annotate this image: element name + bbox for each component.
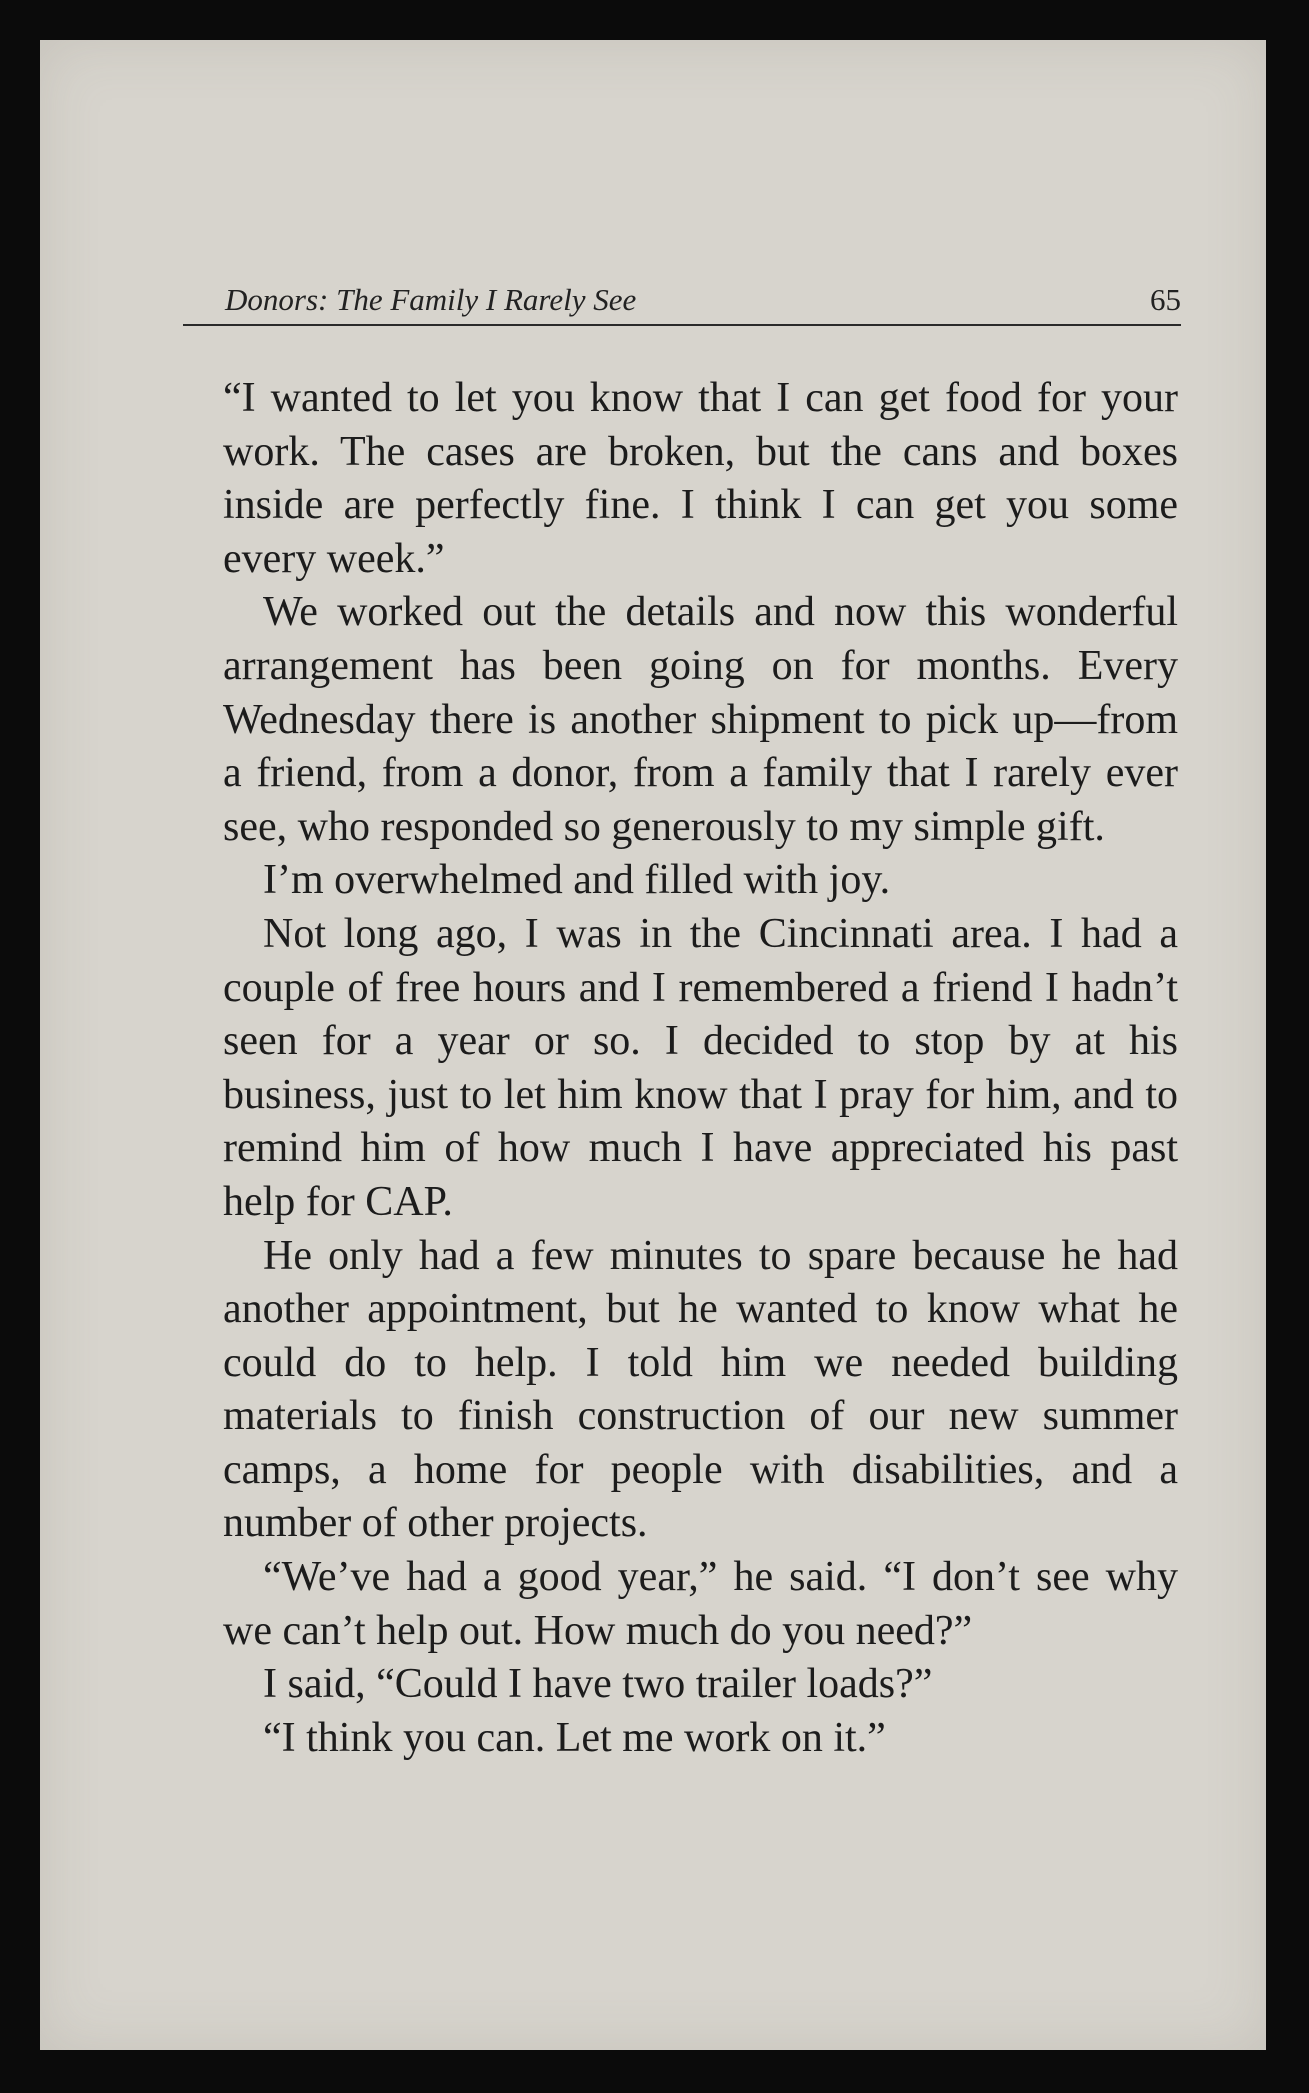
- book-page: [40, 40, 1266, 2050]
- page-header: [183, 258, 1181, 326]
- paragraph-quote-food: “I wanted to let you know that I can get food for your work. The cases are broken, but the cans and boxes inside are perfectly fine. I think I can get you some every week.”: [223, 375, 1178, 582]
- paragraph-help: He only had a few minutes to spare because he had another appointment, but he wanted to know what he could do to help. I told him we needed building materials to finish construction of our new summer camps, a home for people with disabilities, and a number of other projects.: [223, 1232, 1178, 1547]
- paragraph-cincinnati: Not long ago, I was in the Cincinnati area. I had a couple of free hours and I remembered a friend I hadn’t seen for a year or so. I decided to stop by at his business, just to let him know that I pray for him, and to remind him of how much I have appreciated his past help for CAP.: [223, 910, 1178, 1225]
- paragraph-good-year: “We’ve had a good year,” he said. “I don’t see why we can’t help out. How much do you need?”: [223, 1554, 1178, 1654]
- paragraph-arrangement: We worked out the details and now this wonderful arrangement has been going on for months. Every Wednesday there is another shipment to pick up—from a friend, from a donor, from a family that I rarely ever see, who responded so generously to my simple gift.: [223, 589, 1178, 850]
- paragraph-work-on-it: “I think you can. Let me work on it.”: [263, 1714, 886, 1761]
- paragraph-joy: I’m overwhelmed and filled with joy.: [263, 857, 891, 904]
- page-number: 65: [1150, 282, 1181, 317]
- paragraph-trailer-loads: I said, “Could I have two trailer loads?”: [263, 1661, 933, 1708]
- body-text: [223, 372, 1178, 1765]
- running-title: Donors: The Family I Rarely See: [225, 282, 637, 317]
